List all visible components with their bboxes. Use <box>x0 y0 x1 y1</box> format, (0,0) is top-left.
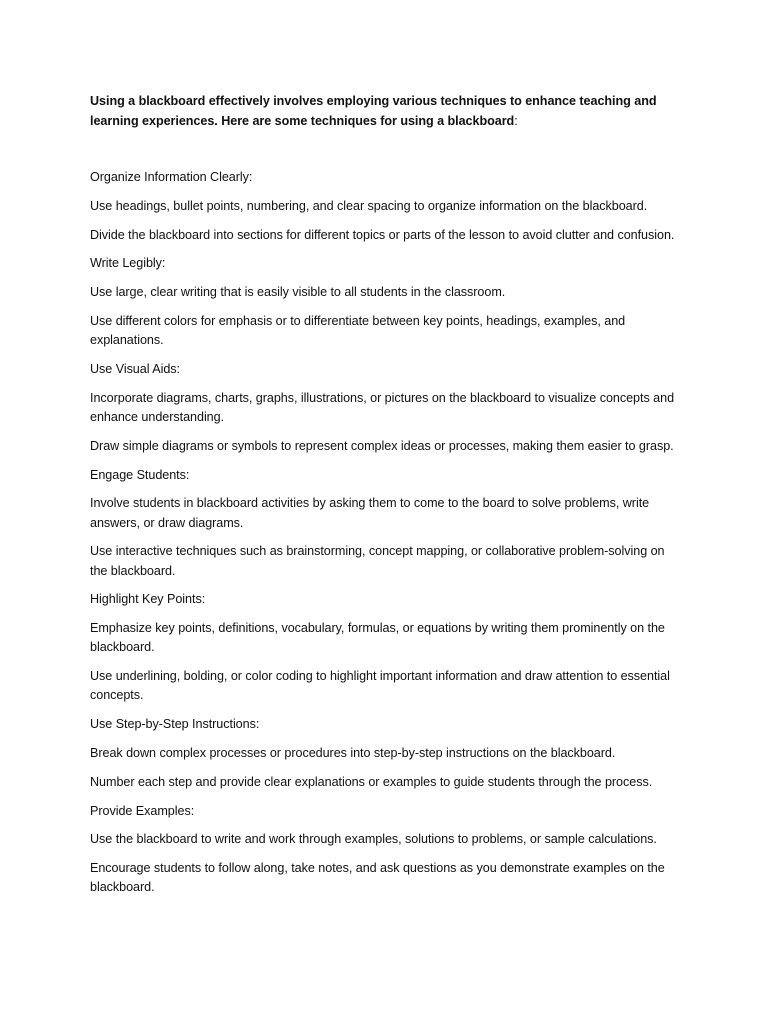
intro-colon: : <box>514 113 518 128</box>
paragraph: Use underlining, bolding, or color coding to highlight important information and draw attention to essential concepts. <box>90 669 670 703</box>
paragraph: Use headings, bullet points, numbering, and clear spacing to organize information on the blackboard. <box>90 198 648 213</box>
paragraph: Encourage students to follow along, take notes, and ask questions as you demonstrate examples on the blackboard. <box>90 861 665 895</box>
section-heading-key-points: Highlight Key Points: <box>90 592 206 607</box>
paragraph: Use the blackboard to write and work through examples, solutions to problems, or sample calculations. <box>90 832 657 847</box>
section-heading-write-legibly: Write Legibly: <box>90 256 166 271</box>
paragraph: Draw simple diagrams or symbols to represent complex ideas or processes, making them easier to grasp. <box>90 438 674 453</box>
paragraph: Involve students in blackboard activities by asking them to come to the board to solve problems, write answers, or draw diagrams. <box>90 496 650 530</box>
paragraph: Incorporate diagrams, charts, graphs, illustrations, or pictures on the blackboard to visualize concepts and enhance understanding. <box>90 390 675 424</box>
paragraph: Divide the blackboard into sections for different topics or parts of the lesson to avoid clutter and confusion. <box>90 227 675 242</box>
section-heading-engage-students: Engage Students: <box>90 467 190 482</box>
paragraph: Use interactive techniques such as brainstorming, concept mapping, or collaborative problem-solving on the blackboard. <box>90 544 665 578</box>
paragraph: Use large, clear writing that is easily visible to all students in the classroom. <box>90 285 506 300</box>
section-heading-organize: Organize Information Clearly: <box>90 170 253 184</box>
intro-text: Using a blackboard effectively involves employing various techniques to enhance teaching and learning experiences. Here are some techniques for using a blackboard <box>90 94 657 128</box>
paragraph: Use different colors for emphasis or to differentiate between key points, headings, examples, and explanations. <box>90 313 626 348</box>
section-heading-step-by-step: Use Step-by-Step Instructions: <box>90 717 260 732</box>
section-heading-examples: Provide Examples: <box>90 803 195 818</box>
paragraph: Break down complex processes or procedures into step-by-step instructions on the blackboard. <box>90 745 616 760</box>
document-body <box>90 92 682 907</box>
section-heading-visual-aids: Use Visual Aids: <box>90 361 180 376</box>
intro-paragraph <box>90 92 682 131</box>
paragraph: Emphasize key points, definitions, vocabulary, formulas, or equations by writing them prominently on the blackboard. <box>90 621 665 655</box>
paragraph: Number each step and provide clear explanations or examples to guide students through the process. <box>90 774 653 789</box>
